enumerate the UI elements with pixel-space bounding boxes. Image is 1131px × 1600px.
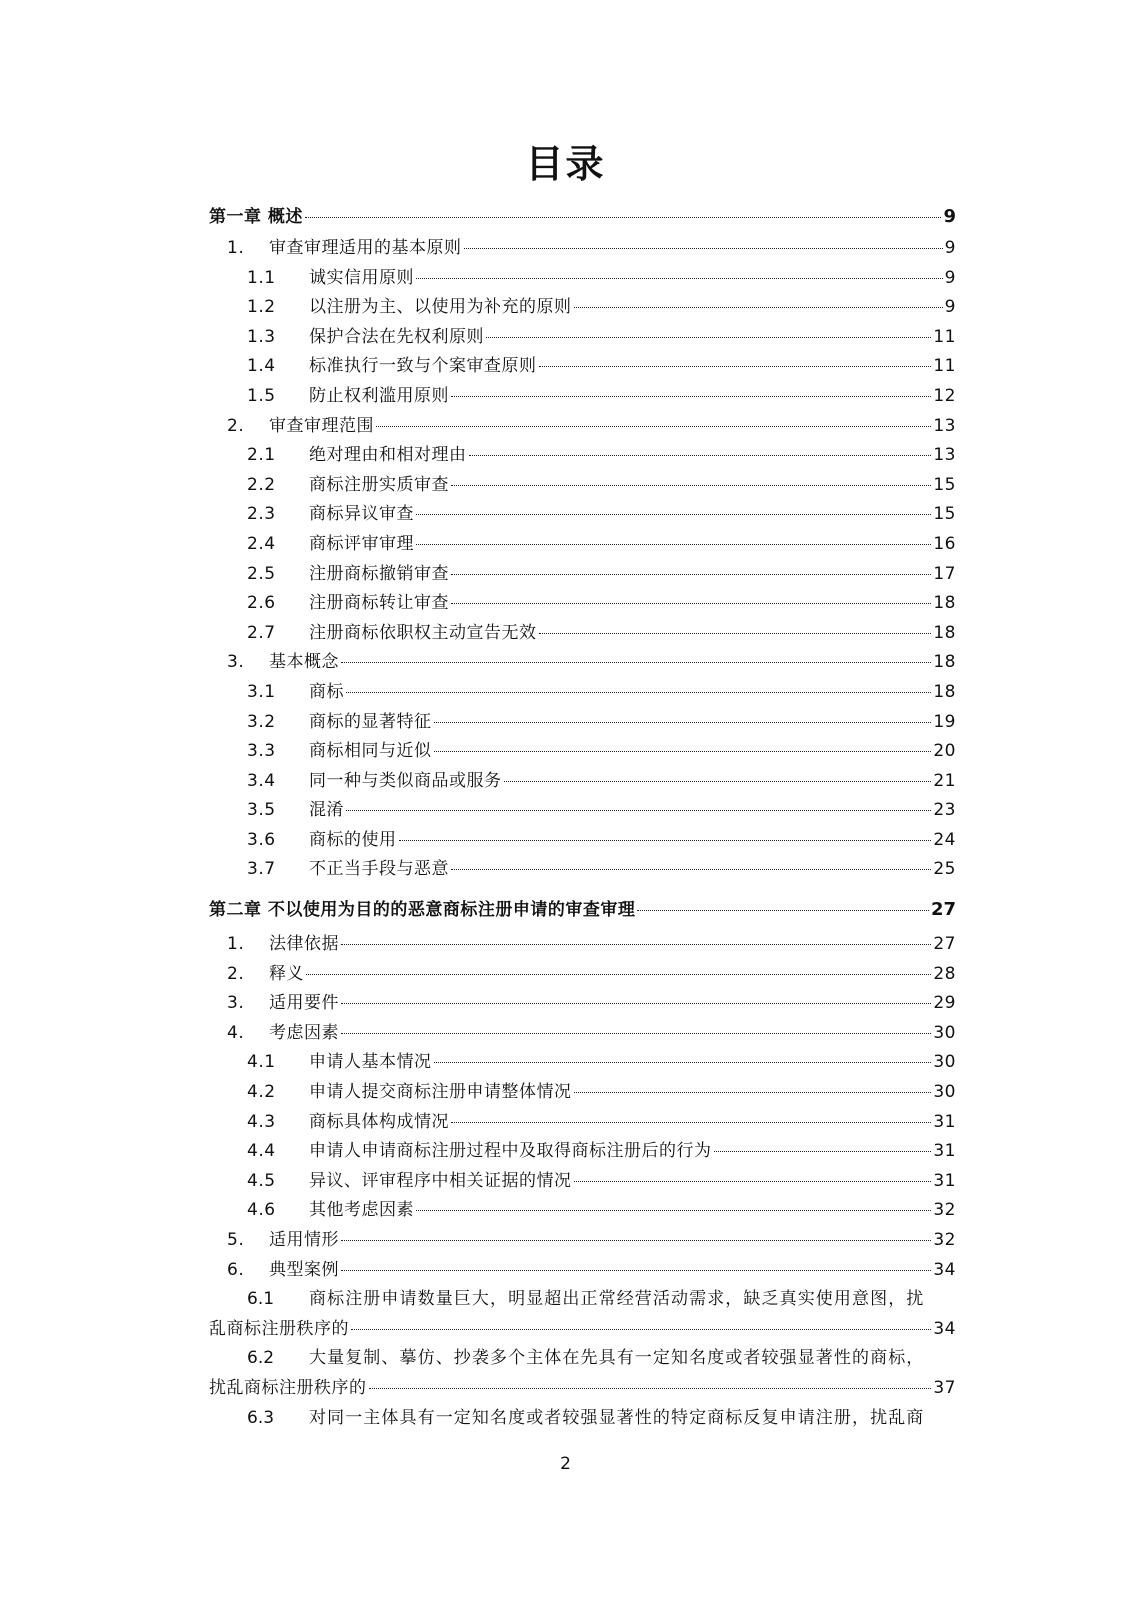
toc-entry-title: 商标的显著特征 <box>309 711 432 732</box>
toc-entry-title: 混淆 <box>309 800 344 821</box>
toc-subsection[interactable] <box>209 264 956 294</box>
toc-entry-number: 2.6 <box>247 593 276 614</box>
toc-entry-title: 商标的使用 <box>309 829 397 850</box>
toc-entry-page: 18 <box>933 622 956 643</box>
toc-section[interactable] <box>209 1019 956 1049</box>
dot-leader <box>539 633 932 634</box>
toc-entry-number: 4.3 <box>247 1111 276 1132</box>
toc-entry-page: 17 <box>933 563 956 584</box>
dot-leader <box>416 514 931 515</box>
toc-entry-title: 考虑因素 <box>269 1022 339 1043</box>
toc-entry-title: 防止权利滥用原则 <box>309 385 449 406</box>
dot-leader <box>341 944 931 945</box>
toc-entry-title: 适用要件 <box>269 993 339 1014</box>
toc-entry-page: 34 <box>933 1259 956 1280</box>
toc-subsection[interactable] <box>209 1108 956 1138</box>
toc-entry-title: 诚实信用原则 <box>309 267 414 288</box>
toc-entry-page: 15 <box>933 504 956 525</box>
toc-entry-title: 第一章 概述 <box>209 207 303 227</box>
toc-entry-title: 适用情形 <box>269 1230 339 1250</box>
toc-entry-number: 4.6 <box>247 1200 276 1221</box>
toc-entry-number: 3.6 <box>247 829 276 850</box>
toc-entry-page: 29 <box>933 993 956 1014</box>
toc-entry-page: 18 <box>933 681 956 702</box>
dot-leader <box>714 1151 932 1152</box>
toc-entry-title: 商标注册实质审查 <box>309 474 449 495</box>
toc-case-entry-continuation[interactable] <box>209 1315 956 1345</box>
toc-entry-title: 审查审理适用的基本原则 <box>269 238 462 258</box>
toc-entry-page: 31 <box>933 1111 956 1132</box>
toc-section[interactable] <box>209 234 956 264</box>
toc-entry-number: 1.5 <box>247 385 276 406</box>
dot-leader <box>637 910 929 911</box>
toc-entry-number: 4.1 <box>247 1052 276 1073</box>
toc-entry-title: 扰乱商标注册秩序的 <box>209 1377 367 1398</box>
dot-leader <box>451 574 931 575</box>
toc-case-entry[interactable] <box>209 1404 956 1434</box>
toc-entry-page: 30 <box>933 1022 956 1043</box>
toc-entry-number: 2. <box>227 415 245 436</box>
toc-entry-page: 34 <box>933 1318 956 1339</box>
dot-leader <box>451 1122 931 1123</box>
toc-entry-number: 2.3 <box>247 504 276 525</box>
toc-section[interactable] <box>209 1256 956 1286</box>
toc-entry-number: 3. <box>227 993 245 1014</box>
toc-entry-page: 12 <box>933 385 956 406</box>
toc-entry-page: 37 <box>933 1377 956 1398</box>
toc-subsection[interactable] <box>209 1048 956 1078</box>
dot-leader <box>341 1033 931 1034</box>
dot-leader <box>451 485 931 486</box>
toc-subsection[interactable] <box>209 530 956 560</box>
toc-entry-number: 2.2 <box>247 474 276 495</box>
toc-case-entry[interactable] <box>209 1285 956 1315</box>
toc-entry-title: 商标异议审查 <box>309 504 414 525</box>
toc-entry-page: 32 <box>933 1230 956 1250</box>
toc-subsection[interactable] <box>209 382 956 412</box>
toc-entry-number: 6.1 <box>247 1289 275 1310</box>
toc-entry-page: 32 <box>933 1200 956 1221</box>
toc-subsection[interactable] <box>209 500 956 530</box>
dot-leader <box>351 1329 931 1330</box>
toc-entry-number: 3. <box>227 652 245 673</box>
toc-entry-title: 注册商标撤销审查 <box>309 563 449 584</box>
toc-entry-page: 23 <box>933 800 956 821</box>
toc-entry-number: 2.1 <box>247 445 276 466</box>
dot-leader <box>341 1270 931 1271</box>
dot-leader <box>346 692 931 693</box>
toc-entry-number: 6.2 <box>247 1348 275 1369</box>
toc-entry-title: 典型案例 <box>269 1259 339 1280</box>
toc-entry-page: 24 <box>933 829 956 850</box>
toc-chapter[interactable] <box>209 896 956 924</box>
toc-section[interactable] <box>209 930 956 960</box>
toc-entry-number: 2.5 <box>247 563 276 584</box>
dot-leader <box>451 603 931 604</box>
toc-entry-number: 1.1 <box>247 267 276 288</box>
toc-entry-number: 1. <box>227 934 245 955</box>
toc-entry-number: 3.3 <box>247 741 276 762</box>
toc-entry-number: 3.7 <box>247 859 276 880</box>
table-of-contents <box>209 203 956 1433</box>
toc-subsection[interactable] <box>209 560 956 590</box>
toc-entry-page: 9 <box>944 297 956 318</box>
toc-subsection[interactable] <box>209 678 956 708</box>
toc-entry-title-line1: 商标注册申请数量巨大，明显超出正常经营活动需求，缺乏真实使用意图，扰 <box>309 1289 925 1310</box>
toc-entry-number: 2. <box>227 963 245 984</box>
toc-subsection[interactable] <box>209 619 956 649</box>
toc-entry-title: 商标相同与近似 <box>309 741 432 762</box>
dot-leader <box>434 751 932 752</box>
dot-leader <box>434 1062 932 1063</box>
toc-subsection[interactable] <box>209 826 956 856</box>
dot-leader <box>341 1240 931 1241</box>
toc-entry-title: 申请人提交商标注册申请整体情况 <box>309 1082 572 1103</box>
toc-entry-title: 不正当手段与恶意 <box>309 859 449 880</box>
toc-entry-page: 30 <box>933 1052 956 1073</box>
toc-entry-title: 法律依据 <box>269 934 339 955</box>
dot-leader <box>574 307 943 308</box>
toc-subsection[interactable] <box>209 1196 956 1226</box>
toc-section[interactable] <box>209 989 956 1019</box>
dot-leader <box>434 722 932 723</box>
toc-entry-title-line1: 对同一主体具有一定知名度或者较强显著性的特定商标反复申请注册，扰乱商 <box>309 1407 925 1428</box>
toc-entry-number: 3.5 <box>247 800 276 821</box>
toc-entry-page: 30 <box>933 1082 956 1103</box>
toc-section[interactable] <box>209 1226 956 1256</box>
toc-entry-page: 27 <box>933 934 956 955</box>
toc-subsection[interactable] <box>209 796 956 826</box>
toc-entry-title: 第二章 不以使用为目的的恶意商标注册申请的审查审理 <box>209 900 636 921</box>
toc-subsection[interactable] <box>209 1167 956 1197</box>
toc-entry-number: 4.5 <box>247 1170 276 1191</box>
toc-entry-page: 15 <box>933 474 956 495</box>
toc-entry-number: 4. <box>227 1022 245 1043</box>
toc-subsection[interactable] <box>209 293 956 323</box>
dot-leader <box>486 337 931 338</box>
toc-entry-title: 审查审理范围 <box>269 415 374 436</box>
dot-leader <box>306 974 931 975</box>
toc-entry-number: 1. <box>227 238 245 258</box>
toc-entry-title: 商标具体构成情况 <box>309 1111 449 1132</box>
toc-subsection[interactable] <box>209 589 956 619</box>
toc-entry-title-line1: 大量复制、摹仿、抄袭多个主体在先具有一定知名度或者较强显著性的商标， <box>309 1348 925 1369</box>
toc-entry-page: 11 <box>933 356 956 377</box>
toc-entry-number: 1.2 <box>247 297 276 318</box>
toc-subsection[interactable] <box>209 737 956 767</box>
dot-leader <box>451 869 931 870</box>
toc-entry-title: 商标评审审理 <box>309 533 414 554</box>
toc-entry-title: 商标 <box>309 681 344 702</box>
toc-subsection[interactable] <box>209 855 956 885</box>
toc-entry-page: 18 <box>933 593 956 614</box>
toc-entry-number: 4.4 <box>247 1141 276 1162</box>
toc-entry-number: 2.7 <box>247 622 276 643</box>
toc-entry-number: 3.4 <box>247 770 276 791</box>
toc-entry-page: 18 <box>933 652 956 673</box>
dot-leader <box>504 781 932 782</box>
toc-entry-page: 9 <box>943 206 956 227</box>
toc-entry-title: 注册商标转让审查 <box>309 593 449 614</box>
dot-leader <box>341 662 931 663</box>
toc-case-entry[interactable] <box>209 1344 956 1374</box>
dot-leader <box>369 1388 932 1389</box>
toc-entry-page: 16 <box>933 533 956 554</box>
toc-entry-number: 5. <box>227 1230 245 1250</box>
toc-subsection[interactable] <box>209 1078 956 1108</box>
dot-leader <box>574 1092 932 1093</box>
toc-entry-page: 31 <box>933 1170 956 1191</box>
toc-entry-number: 6. <box>227 1259 245 1280</box>
dot-leader <box>464 248 943 249</box>
toc-entry-page: 13 <box>933 445 956 466</box>
toc-chapter[interactable] <box>209 203 956 231</box>
toc-entry-title: 保护合法在先权利原则 <box>309 326 484 347</box>
toc-subsection[interactable] <box>209 767 956 797</box>
toc-entry-title: 以注册为主、以使用为补充的原则 <box>309 297 572 318</box>
toc-entry-number: 3.1 <box>247 681 276 702</box>
toc-entry-number: 4.2 <box>247 1082 276 1103</box>
toc-entry-page: 28 <box>933 963 956 984</box>
toc-entry-number: 1.4 <box>247 356 276 377</box>
toc-section[interactable] <box>209 960 956 990</box>
toc-entry-title: 注册商标依职权主动宣告无效 <box>309 622 537 643</box>
toc-section[interactable] <box>209 412 956 442</box>
toc-entry-number: 2.4 <box>247 533 276 554</box>
page-number: 2 <box>560 1454 571 1474</box>
dot-leader <box>341 1003 931 1004</box>
dot-leader <box>346 810 931 811</box>
toc-entry-title: 释义 <box>269 963 304 984</box>
toc-case-entry-continuation[interactable] <box>209 1374 956 1404</box>
toc-entry-page: 27 <box>930 899 956 921</box>
toc-entry-title: 同一种与类似商品或服务 <box>309 770 502 791</box>
toc-entry-title: 异议、评审程序中相关证据的情况 <box>309 1170 572 1191</box>
toc-entry-title: 申请人基本情况 <box>309 1052 432 1073</box>
toc-entry-number: 6.3 <box>247 1407 275 1428</box>
toc-subsection[interactable] <box>209 352 956 382</box>
dot-leader <box>539 366 932 367</box>
dot-leader <box>469 455 932 456</box>
toc-entry-page: 31 <box>933 1141 956 1162</box>
dot-leader <box>416 544 931 545</box>
toc-entry-page: 19 <box>933 711 956 732</box>
toc-entry-title: 乱商标注册秩序的 <box>209 1318 349 1339</box>
toc-entry-title: 标准执行一致与个案审查原则 <box>309 356 537 377</box>
toc-entry-number: 1.3 <box>247 326 276 347</box>
toc-entry-page: 20 <box>933 741 956 762</box>
toc-entry-page: 9 <box>944 238 956 258</box>
dot-leader <box>416 1210 931 1211</box>
toc-section[interactable] <box>209 648 956 678</box>
dot-leader <box>416 278 943 279</box>
toc-entry-page: 25 <box>933 859 956 880</box>
toc-subsection[interactable] <box>209 708 956 738</box>
toc-entry-title: 基本概念 <box>269 652 339 673</box>
page-title: 目录 <box>525 141 606 186</box>
toc-subsection[interactable] <box>209 441 956 471</box>
toc-entry-page: 11 <box>933 326 956 347</box>
toc-entry-page: 21 <box>933 770 956 791</box>
toc-subsection[interactable] <box>209 471 956 501</box>
toc-subsection[interactable] <box>209 323 956 353</box>
dot-leader <box>399 840 932 841</box>
dot-leader <box>574 1181 932 1182</box>
toc-entry-title: 其他考虑因素 <box>309 1200 414 1221</box>
toc-entry-title: 申请人申请商标注册过程中及取得商标注册后的行为 <box>309 1141 712 1162</box>
dot-leader <box>376 426 931 427</box>
toc-entry-title: 绝对理由和相对理由 <box>309 445 467 466</box>
toc-entry-number: 3.2 <box>247 711 276 732</box>
toc-entry-page: 13 <box>933 415 956 436</box>
dot-leader <box>451 396 931 397</box>
toc-entry-page: 9 <box>944 267 956 288</box>
dot-leader <box>305 217 942 218</box>
toc-subsection[interactable] <box>209 1137 956 1167</box>
